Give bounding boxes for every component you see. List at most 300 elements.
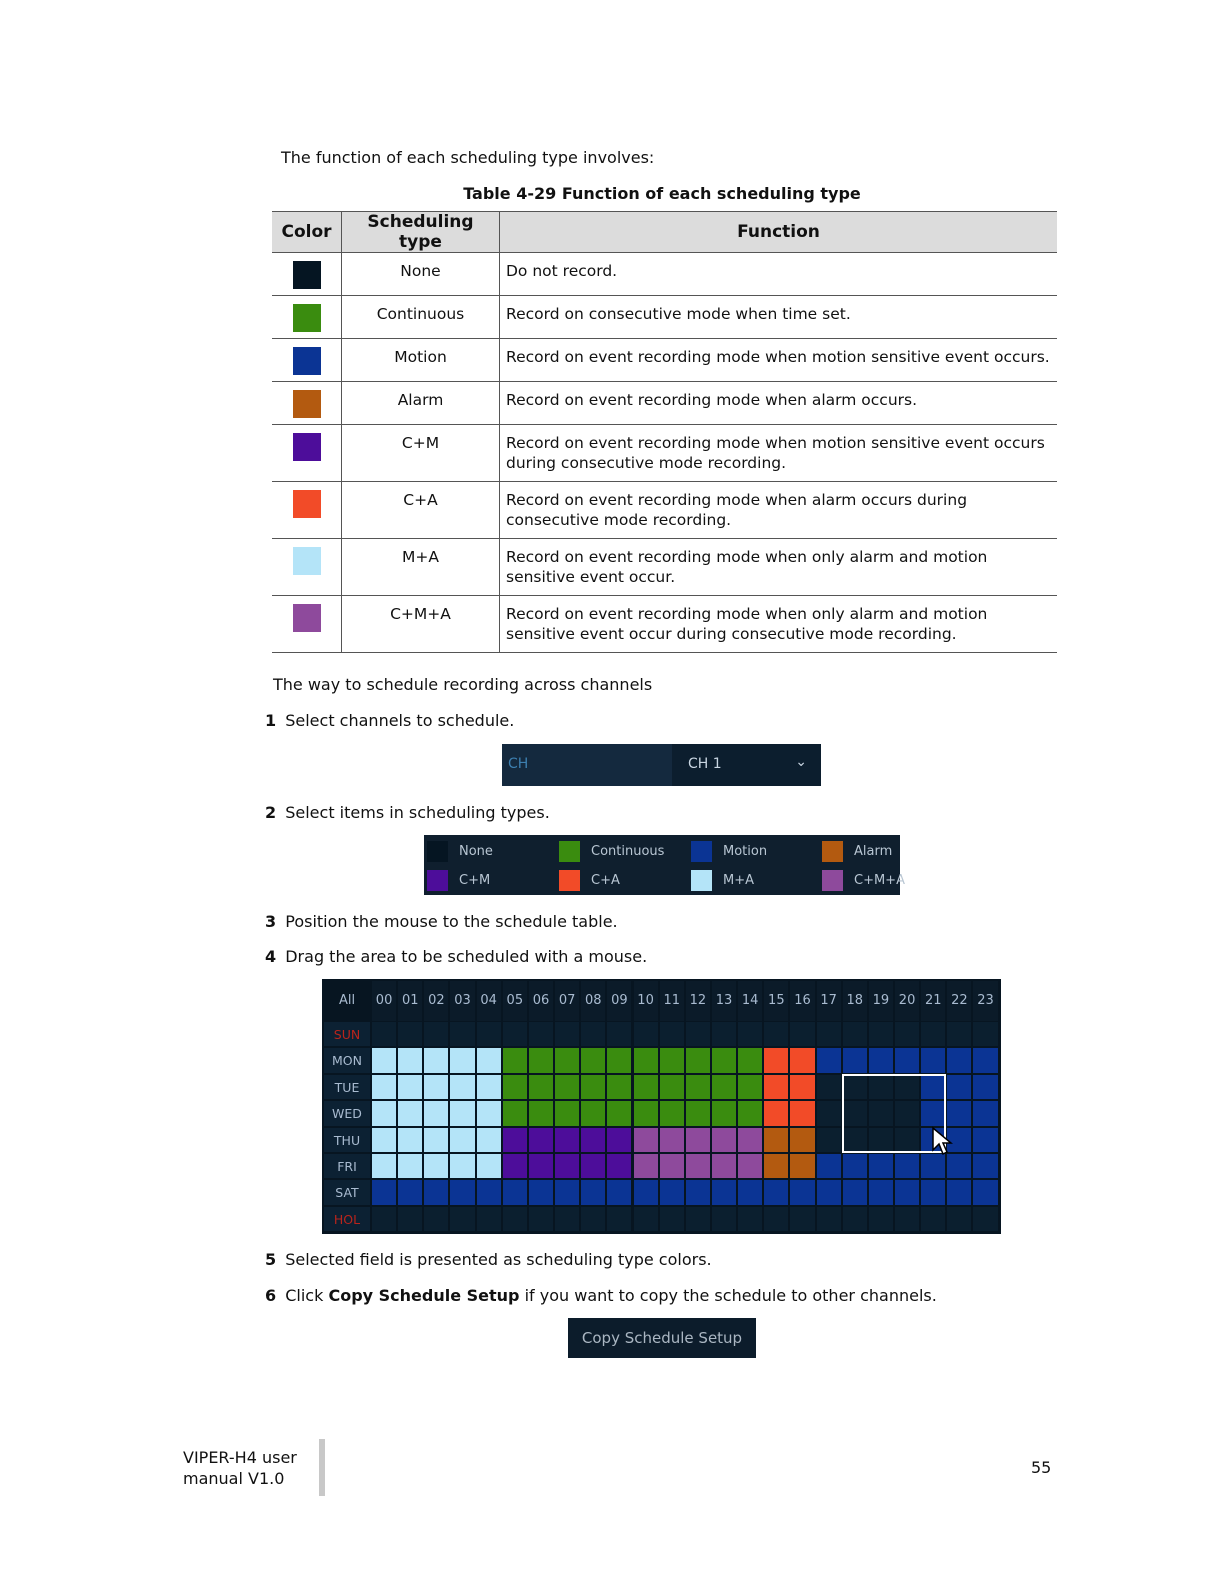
schedule-cell[interactable] bbox=[764, 1022, 788, 1046]
schedule-cell[interactable] bbox=[450, 1180, 474, 1204]
schedule-cell[interactable] bbox=[686, 1048, 710, 1072]
schedule-cell[interactable] bbox=[947, 1075, 971, 1099]
schedule-cell[interactable] bbox=[450, 1101, 474, 1125]
schedule-cell[interactable] bbox=[477, 1154, 501, 1178]
legend-label: Continuous bbox=[591, 844, 665, 859]
schedule-cell[interactable] bbox=[921, 1048, 945, 1072]
legend-label: C+M+A bbox=[854, 873, 905, 888]
day-label-hol[interactable]: HOL bbox=[333, 1211, 361, 1227]
legend-swatch bbox=[427, 841, 448, 862]
hour-header[interactable]: 06 bbox=[532, 993, 550, 1008]
channel-dropdown-value: CH 1 bbox=[688, 756, 722, 772]
schedule-cell[interactable] bbox=[895, 1048, 919, 1072]
schedule-cell[interactable] bbox=[947, 1101, 971, 1125]
legend-label: M+A bbox=[723, 873, 755, 888]
schedule-cell[interactable] bbox=[450, 1075, 474, 1099]
schedule-cell[interactable] bbox=[660, 1048, 684, 1072]
schedule-cell[interactable] bbox=[424, 1075, 448, 1099]
schedule-cell[interactable] bbox=[424, 1022, 448, 1046]
function-cell: Do not record. bbox=[500, 253, 1058, 296]
hour-header[interactable]: 17 bbox=[820, 993, 837, 1008]
schedule-cell[interactable] bbox=[764, 1048, 788, 1072]
legend-item-c-m-a[interactable] bbox=[822, 870, 942, 892]
color-swatch bbox=[293, 261, 321, 289]
color-cell bbox=[272, 425, 342, 482]
schedule-cell[interactable] bbox=[424, 1048, 448, 1072]
legend-item-alarm[interactable] bbox=[822, 841, 942, 863]
hour-header[interactable]: 10 bbox=[637, 993, 654, 1008]
schedule-cell[interactable] bbox=[869, 1154, 893, 1178]
intro-text: The function of each scheduling type involves: bbox=[281, 148, 655, 167]
legend-item-m-a[interactable] bbox=[691, 870, 811, 892]
schedule-cell[interactable] bbox=[529, 1207, 553, 1231]
schedule-cell[interactable] bbox=[738, 1022, 762, 1046]
color-cell bbox=[272, 539, 342, 596]
legend-label: None bbox=[459, 844, 493, 859]
schedule-cell[interactable] bbox=[634, 1207, 658, 1231]
schedule-cell[interactable] bbox=[424, 1128, 448, 1152]
schedule-cell[interactable] bbox=[817, 1154, 841, 1178]
schedule-cell[interactable] bbox=[634, 1048, 658, 1072]
schedule-cell[interactable] bbox=[869, 1022, 893, 1046]
function-cell: Record on event recording mode when alarm occurs during consecutive mode recording. bbox=[500, 482, 1058, 539]
scheduling-type-cell: None bbox=[342, 253, 500, 296]
schedule-cell[interactable] bbox=[973, 1022, 997, 1046]
schedule-cell[interactable] bbox=[843, 1048, 867, 1072]
schedule-cell[interactable] bbox=[947, 1048, 971, 1072]
schedule-cell[interactable] bbox=[973, 1048, 997, 1072]
schedule-cell[interactable] bbox=[503, 1128, 527, 1152]
hour-header[interactable]: 11 bbox=[663, 993, 680, 1008]
step-number: 2 bbox=[265, 803, 277, 822]
step-5 bbox=[265, 1250, 712, 1269]
channel-label-area bbox=[502, 744, 672, 786]
schedule-cell[interactable] bbox=[503, 1180, 527, 1204]
schedule-cell[interactable] bbox=[738, 1128, 762, 1152]
schedule-cell[interactable] bbox=[843, 1154, 867, 1178]
schedule-cell[interactable] bbox=[712, 1207, 736, 1231]
hour-header[interactable]: 08 bbox=[584, 993, 602, 1008]
schedule-cell[interactable] bbox=[738, 1048, 762, 1072]
schedule-cell[interactable] bbox=[372, 1128, 396, 1152]
schedule-cell[interactable] bbox=[817, 1128, 841, 1152]
hour-header[interactable]: 15 bbox=[768, 993, 785, 1008]
schedule-cell[interactable] bbox=[372, 1101, 396, 1125]
step-2 bbox=[265, 803, 550, 822]
hour-header[interactable]: 12 bbox=[689, 993, 707, 1008]
schedule-cell[interactable] bbox=[634, 1180, 658, 1204]
schedule-cell[interactable] bbox=[607, 1075, 631, 1099]
schedule-cell[interactable] bbox=[712, 1180, 736, 1204]
schedule-cell[interactable] bbox=[450, 1048, 474, 1072]
schedule-cell[interactable] bbox=[398, 1128, 422, 1152]
schedule-cell[interactable] bbox=[764, 1075, 788, 1099]
schedule-cell[interactable] bbox=[921, 1022, 945, 1046]
legend-item-motion[interactable] bbox=[691, 841, 811, 863]
color-swatch bbox=[293, 547, 321, 575]
schedule-cell[interactable] bbox=[607, 1207, 631, 1231]
step-text-pre: Click bbox=[285, 1286, 329, 1305]
hour-header[interactable]: 22 bbox=[951, 993, 968, 1008]
schedule-cell[interactable] bbox=[660, 1075, 684, 1099]
schedule-cell[interactable] bbox=[973, 1207, 997, 1231]
color-swatch bbox=[293, 304, 321, 332]
function-cell: Record on event recording mode when motion sensitive event occurs. bbox=[500, 339, 1058, 382]
function-cell: Record on event recording mode when only alarm and motion sensitive event occur during consecutive mode recording. bbox=[500, 596, 1058, 653]
schedule-cell[interactable] bbox=[869, 1048, 893, 1072]
schedule-cell[interactable] bbox=[581, 1128, 605, 1152]
schedule-cell[interactable] bbox=[660, 1022, 684, 1046]
schedule-cell[interactable] bbox=[686, 1101, 710, 1125]
hour-header[interactable]: 07 bbox=[558, 993, 576, 1008]
legend-item-continuous[interactable] bbox=[559, 841, 679, 863]
schedule-cell[interactable] bbox=[398, 1207, 422, 1231]
table-row bbox=[272, 296, 1057, 339]
schedule-cell[interactable] bbox=[450, 1154, 474, 1178]
scheduling-type-cell: M+A bbox=[342, 539, 500, 596]
hour-header[interactable]: 03 bbox=[454, 993, 471, 1008]
scheduling-type-cell: Continuous bbox=[342, 296, 500, 339]
schedule-cell[interactable] bbox=[712, 1075, 736, 1099]
schedule-cell[interactable] bbox=[686, 1075, 710, 1099]
footer-doc-line2: manual V1.0 bbox=[183, 1469, 285, 1488]
schedule-cell[interactable] bbox=[712, 1048, 736, 1072]
function-cell: Record on consecutive mode when time set. bbox=[500, 296, 1058, 339]
schedule-cell[interactable] bbox=[398, 1022, 422, 1046]
schedule-cell[interactable] bbox=[712, 1101, 736, 1125]
schedule-cell[interactable] bbox=[372, 1075, 396, 1099]
schedule-cell[interactable] bbox=[947, 1207, 971, 1231]
schedule-cell[interactable] bbox=[738, 1101, 762, 1125]
schedule-cell[interactable] bbox=[712, 1154, 736, 1178]
schedule-cell[interactable] bbox=[581, 1180, 605, 1204]
step-text-post: if you want to copy the schedule to other channels. bbox=[519, 1286, 937, 1305]
legend-swatch bbox=[691, 870, 712, 891]
color-cell bbox=[272, 253, 342, 296]
scheduling-type-cell: C+A bbox=[342, 482, 500, 539]
schedule-cell[interactable] bbox=[477, 1128, 501, 1152]
color-swatch bbox=[293, 490, 321, 518]
schedule-cell[interactable] bbox=[477, 1075, 501, 1099]
schedule-cell[interactable] bbox=[529, 1180, 553, 1204]
schedule-cell[interactable] bbox=[790, 1022, 814, 1046]
schedule-cell[interactable] bbox=[450, 1207, 474, 1231]
hour-header[interactable]: 21 bbox=[924, 993, 942, 1008]
schedule-cell[interactable] bbox=[607, 1128, 631, 1152]
color-swatch bbox=[293, 604, 321, 632]
schedule-cell[interactable] bbox=[947, 1022, 971, 1046]
hour-header[interactable]: 14 bbox=[741, 993, 759, 1008]
schedule-cell[interactable] bbox=[529, 1048, 553, 1072]
schedule-cell[interactable] bbox=[372, 1022, 396, 1046]
schedule-cell[interactable] bbox=[738, 1207, 762, 1231]
schedule-cell[interactable] bbox=[398, 1075, 422, 1099]
schedule-cell[interactable] bbox=[503, 1101, 527, 1125]
schedule-cell[interactable] bbox=[581, 1101, 605, 1125]
schedule-cell[interactable] bbox=[555, 1154, 579, 1178]
table-row bbox=[272, 482, 1057, 539]
schedule-cell[interactable] bbox=[555, 1101, 579, 1125]
schedule-cell[interactable] bbox=[634, 1154, 658, 1178]
step-text-bold: Copy Schedule Setup bbox=[328, 1286, 520, 1305]
schedule-cell[interactable] bbox=[424, 1154, 448, 1178]
schedule-cell[interactable] bbox=[372, 1180, 396, 1204]
hour-header[interactable]: 20 bbox=[898, 993, 916, 1008]
copy-schedule-setup-button[interactable]: Copy Schedule Setup bbox=[568, 1318, 756, 1358]
schedule-cell[interactable] bbox=[738, 1180, 762, 1204]
schedule-cell[interactable] bbox=[503, 1207, 527, 1231]
schedule-cell[interactable] bbox=[607, 1022, 631, 1046]
schedule-cell[interactable] bbox=[790, 1101, 814, 1125]
schedule-cell[interactable] bbox=[477, 1180, 501, 1204]
schedule-cell[interactable] bbox=[477, 1022, 501, 1046]
day-label-sat[interactable]: SAT bbox=[335, 1185, 359, 1201]
legend-swatch bbox=[559, 841, 580, 862]
schedule-cell[interactable] bbox=[555, 1180, 579, 1204]
schedule-cell[interactable] bbox=[686, 1022, 710, 1046]
schedule-cell[interactable] bbox=[450, 1128, 474, 1152]
hour-header[interactable]: 00 bbox=[375, 993, 393, 1008]
day-label-mon[interactable]: MON bbox=[332, 1053, 362, 1069]
section-title: The way to schedule recording across channels bbox=[273, 675, 653, 694]
schedule-cell[interactable] bbox=[817, 1022, 841, 1046]
hour-header[interactable]: 18 bbox=[846, 993, 864, 1008]
schedule-cell[interactable] bbox=[686, 1154, 710, 1178]
schedule-cell[interactable] bbox=[398, 1101, 422, 1125]
schedule-cell[interactable] bbox=[817, 1048, 841, 1072]
hour-header[interactable]: 16 bbox=[794, 993, 811, 1008]
scheduling-type-cell: Motion bbox=[342, 339, 500, 382]
schedule-cell[interactable] bbox=[660, 1207, 684, 1231]
table-caption: Table 4-29 Function of each scheduling type bbox=[463, 184, 861, 203]
schedule-cell[interactable] bbox=[581, 1207, 605, 1231]
step-text: Select items in scheduling types. bbox=[285, 803, 550, 822]
schedule-cell[interactable] bbox=[764, 1180, 788, 1204]
hour-header[interactable]: 19 bbox=[872, 993, 890, 1008]
day-label-thu[interactable]: THU bbox=[333, 1132, 361, 1148]
chevron-down-icon: ⌄ bbox=[795, 754, 807, 770]
legend-label: Alarm bbox=[854, 844, 893, 859]
schedule-type-legend bbox=[424, 835, 905, 895]
schedule-cell[interactable] bbox=[555, 1022, 579, 1046]
schedule-cell[interactable] bbox=[424, 1180, 448, 1204]
schedule-cell[interactable] bbox=[607, 1154, 631, 1178]
schedule-cell[interactable] bbox=[660, 1128, 684, 1152]
schedule-cell[interactable] bbox=[764, 1207, 788, 1231]
schedule-cell[interactable] bbox=[581, 1022, 605, 1046]
schedule-cell[interactable] bbox=[450, 1022, 474, 1046]
color-cell bbox=[272, 339, 342, 382]
schedule-cell[interactable] bbox=[895, 1154, 919, 1178]
schedule-cell[interactable] bbox=[686, 1207, 710, 1231]
day-label-wed[interactable]: WED bbox=[332, 1106, 362, 1122]
footer-doc-line1: VIPER-H4 user bbox=[183, 1448, 297, 1467]
schedule-cell[interactable] bbox=[790, 1048, 814, 1072]
channel-selector bbox=[502, 744, 821, 786]
channel-dropdown[interactable] bbox=[672, 744, 821, 786]
schedule-cell[interactable] bbox=[843, 1022, 867, 1046]
schedule-cell[interactable] bbox=[607, 1101, 631, 1125]
header-function: Function bbox=[500, 212, 1058, 253]
schedule-cell[interactable] bbox=[817, 1207, 841, 1231]
scheduling-type-cell: C+M bbox=[342, 425, 500, 482]
schedule-grid[interactable] bbox=[322, 979, 1001, 1234]
schedule-cell[interactable] bbox=[790, 1180, 814, 1204]
schedule-cell[interactable] bbox=[686, 1128, 710, 1152]
hour-header[interactable]: 04 bbox=[480, 993, 497, 1008]
schedule-cell[interactable] bbox=[895, 1180, 919, 1204]
schedule-cell[interactable] bbox=[817, 1101, 841, 1125]
hour-header[interactable]: 05 bbox=[506, 993, 524, 1008]
schedule-cell[interactable] bbox=[555, 1207, 579, 1231]
hour-header[interactable]: 02 bbox=[428, 993, 445, 1008]
schedule-cell[interactable] bbox=[581, 1048, 605, 1072]
table-row bbox=[272, 596, 1057, 653]
all-hours-button[interactable]: All bbox=[338, 993, 356, 1008]
schedule-cell[interactable] bbox=[424, 1207, 448, 1231]
hour-header[interactable]: 23 bbox=[977, 993, 994, 1008]
step-3 bbox=[265, 912, 618, 931]
schedule-cell[interactable] bbox=[921, 1207, 945, 1231]
color-swatch bbox=[293, 347, 321, 375]
legend-swatch bbox=[559, 870, 580, 891]
legend-item-c-m[interactable] bbox=[427, 870, 547, 892]
day-label-tue[interactable]: TUE bbox=[334, 1079, 360, 1095]
schedule-cell[interactable] bbox=[477, 1207, 501, 1231]
step-4 bbox=[265, 947, 647, 966]
schedule-cell[interactable] bbox=[555, 1048, 579, 1072]
function-cell: Record on event recording mode when only alarm and motion sensitive event occur. bbox=[500, 539, 1058, 596]
schedule-cell[interactable] bbox=[790, 1075, 814, 1099]
legend-label: C+M bbox=[459, 873, 491, 888]
schedule-cell[interactable] bbox=[634, 1101, 658, 1125]
legend-item-c-a[interactable] bbox=[559, 870, 679, 892]
schedule-cell[interactable] bbox=[634, 1022, 658, 1046]
color-cell bbox=[272, 482, 342, 539]
schedule-cell[interactable] bbox=[973, 1154, 997, 1178]
schedule-cell[interactable] bbox=[503, 1022, 527, 1046]
table-row bbox=[272, 539, 1057, 596]
schedule-cell[interactable] bbox=[503, 1154, 527, 1178]
schedule-cell[interactable] bbox=[764, 1101, 788, 1125]
schedule-cell[interactable] bbox=[372, 1207, 396, 1231]
step-text: Position the mouse to the schedule table. bbox=[285, 912, 618, 931]
schedule-cell[interactable] bbox=[503, 1075, 527, 1099]
schedule-cell[interactable] bbox=[973, 1128, 997, 1152]
schedule-cell[interactable] bbox=[947, 1154, 971, 1178]
schedule-cell[interactable] bbox=[372, 1154, 396, 1178]
schedule-cell[interactable] bbox=[790, 1154, 814, 1178]
footer-divider bbox=[319, 1439, 325, 1496]
schedule-cell[interactable] bbox=[555, 1075, 579, 1099]
schedule-cell[interactable] bbox=[895, 1207, 919, 1231]
schedule-cell[interactable] bbox=[607, 1180, 631, 1204]
schedule-cell[interactable] bbox=[477, 1101, 501, 1125]
step-number: 4 bbox=[265, 947, 277, 966]
header-scheduling-type: Scheduling type bbox=[342, 212, 500, 253]
schedule-cell[interactable] bbox=[529, 1154, 553, 1178]
schedule-cell[interactable] bbox=[529, 1101, 553, 1125]
schedule-cell[interactable] bbox=[660, 1101, 684, 1125]
color-cell bbox=[272, 596, 342, 653]
scheduling-type-cell: C+M+A bbox=[342, 596, 500, 653]
schedule-cell[interactable] bbox=[790, 1128, 814, 1152]
schedule-cell[interactable] bbox=[712, 1128, 736, 1152]
mouse-cursor-icon bbox=[931, 1126, 953, 1156]
schedule-cell[interactable] bbox=[634, 1128, 658, 1152]
schedule-cell[interactable] bbox=[529, 1128, 553, 1152]
step-1 bbox=[265, 711, 514, 730]
step-number: 6 bbox=[265, 1286, 277, 1305]
schedule-cell[interactable] bbox=[869, 1207, 893, 1231]
table-row bbox=[272, 425, 1057, 482]
legend-swatch bbox=[822, 870, 843, 891]
hour-header[interactable]: 09 bbox=[611, 993, 628, 1008]
legend-swatch bbox=[822, 841, 843, 862]
schedule-cell[interactable] bbox=[660, 1154, 684, 1178]
schedule-cell[interactable] bbox=[529, 1075, 553, 1099]
schedule-cell[interactable] bbox=[790, 1207, 814, 1231]
page-number: 55 bbox=[1031, 1458, 1052, 1477]
schedule-cell[interactable] bbox=[372, 1048, 396, 1072]
schedule-cell[interactable] bbox=[712, 1022, 736, 1046]
schedule-cell[interactable] bbox=[921, 1154, 945, 1178]
schedule-cell[interactable] bbox=[817, 1180, 841, 1204]
schedule-cell[interactable] bbox=[764, 1154, 788, 1178]
schedule-cell[interactable] bbox=[607, 1048, 631, 1072]
schedule-cell[interactable] bbox=[869, 1180, 893, 1204]
schedule-cell[interactable] bbox=[921, 1180, 945, 1204]
schedule-cell[interactable] bbox=[895, 1022, 919, 1046]
schedule-cell[interactable] bbox=[503, 1048, 527, 1072]
schedule-cell[interactable] bbox=[398, 1048, 422, 1072]
schedule-cell[interactable] bbox=[947, 1180, 971, 1204]
schedule-cell[interactable] bbox=[738, 1154, 762, 1178]
schedule-cell[interactable] bbox=[424, 1101, 448, 1125]
legend-item-none[interactable] bbox=[427, 841, 547, 863]
channel-label: CH bbox=[508, 756, 529, 772]
day-label-sun[interactable]: SUN bbox=[333, 1027, 361, 1042]
step-number: 1 bbox=[265, 711, 277, 730]
schedule-cell[interactable] bbox=[634, 1075, 658, 1099]
schedule-cell[interactable] bbox=[398, 1180, 422, 1204]
schedule-cell[interactable] bbox=[817, 1075, 841, 1099]
schedule-cell[interactable] bbox=[686, 1180, 710, 1204]
schedule-cell[interactable] bbox=[529, 1022, 553, 1046]
schedule-cell[interactable] bbox=[843, 1207, 867, 1231]
schedule-cell[interactable] bbox=[660, 1180, 684, 1204]
schedule-cell[interactable] bbox=[738, 1075, 762, 1099]
function-cell: Record on event recording mode when motion sensitive event occurs during consecutive mode recording. bbox=[500, 425, 1058, 482]
footer-doc-title bbox=[183, 1447, 297, 1489]
schedule-cell[interactable] bbox=[581, 1075, 605, 1099]
schedule-cell[interactable] bbox=[973, 1075, 997, 1099]
step-text: Drag the area to be scheduled with a mouse. bbox=[285, 947, 648, 966]
schedule-cell[interactable] bbox=[973, 1101, 997, 1125]
schedule-cell[interactable] bbox=[973, 1180, 997, 1204]
schedule-cell[interactable] bbox=[555, 1128, 579, 1152]
schedule-cell[interactable] bbox=[477, 1048, 501, 1072]
day-label-fri[interactable]: FRI bbox=[337, 1159, 357, 1174]
step-text: Selected field is presented as scheduling type colors. bbox=[285, 1250, 712, 1269]
schedule-cell[interactable] bbox=[398, 1154, 422, 1178]
hour-header[interactable]: 13 bbox=[715, 993, 733, 1008]
schedule-cell[interactable] bbox=[764, 1128, 788, 1152]
hour-header[interactable]: 01 bbox=[401, 993, 419, 1008]
color-swatch bbox=[293, 390, 321, 418]
schedule-cell[interactable] bbox=[581, 1154, 605, 1178]
schedule-cell[interactable] bbox=[843, 1180, 867, 1204]
